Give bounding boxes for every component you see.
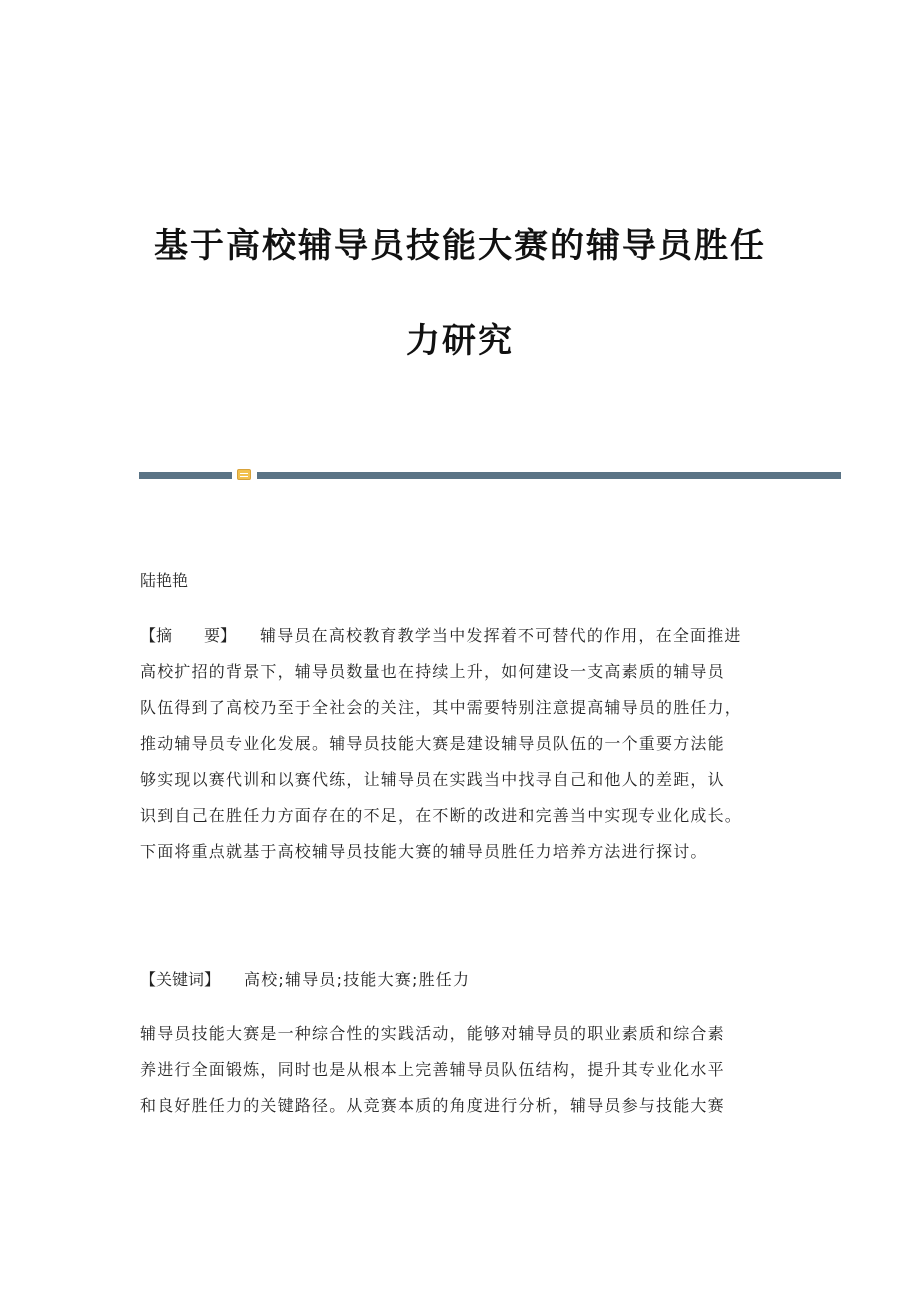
document-title-line-2: 力研究 — [406, 321, 514, 361]
body-paragraph — [140, 1016, 790, 1124]
keywords-line — [140, 962, 790, 998]
author-name: 陆艳艳 — [140, 571, 189, 590]
divider-right-bar — [257, 472, 841, 479]
keywords-label: 【关键词】 — [140, 970, 221, 989]
keywords-section — [140, 962, 790, 998]
abstract-text: 辅导员在高校教育教学当中发挥着不可替代的作用，在全面推进 — [260, 626, 742, 645]
abstract-line: 下面将重点就基于高校辅导员技能大赛的辅导员胜任力培养方法进行探讨。 — [140, 842, 708, 861]
abstract-label: 【摘 要】 — [140, 626, 237, 645]
document-icon — [237, 469, 251, 480]
abstract-line — [140, 618, 790, 654]
keywords-text: 高校;辅导员;技能大赛;胜任力 — [244, 970, 471, 989]
divider-left-bar — [139, 472, 232, 479]
paragraph-line: 养进行全面锻炼，同时也是从根本上完善辅导员队伍结构，提升其专业化水平 — [140, 1060, 725, 1079]
paragraph-line: 辅导员技能大赛是一种综合性的实践活动，能够对辅导员的职业素质和综合素 — [140, 1024, 725, 1043]
title-divider — [139, 468, 841, 480]
abstract-line: 队伍得到了高校乃至于全社会的关注，其中需要特别注意提高辅导员的胜任力， — [140, 698, 743, 717]
abstract-line: 推动辅导员专业化发展。辅导员技能大赛是建设辅导员队伍的一个重要方法能 — [140, 734, 725, 753]
document-title-line-1: 基于高校辅导员技能大赛的辅导员胜任 — [154, 226, 766, 266]
abstract-line: 高校扩招的背景下，辅导员数量也在持续上升，如何建设一支高素质的辅导员 — [140, 662, 725, 681]
abstract-line: 识到自己在胜任力方面存在的不足，在不断的改进和完善当中实现专业化成长。 — [140, 806, 743, 825]
abstract-line: 够实现以赛代训和以赛代练，让辅导员在实践当中找寻自己和他人的差距，认 — [140, 770, 725, 789]
paragraph-line: 和良好胜任力的关键路径。从竞赛本质的角度进行分析，辅导员参与技能大赛 — [140, 1096, 725, 1115]
abstract-section — [140, 618, 790, 870]
